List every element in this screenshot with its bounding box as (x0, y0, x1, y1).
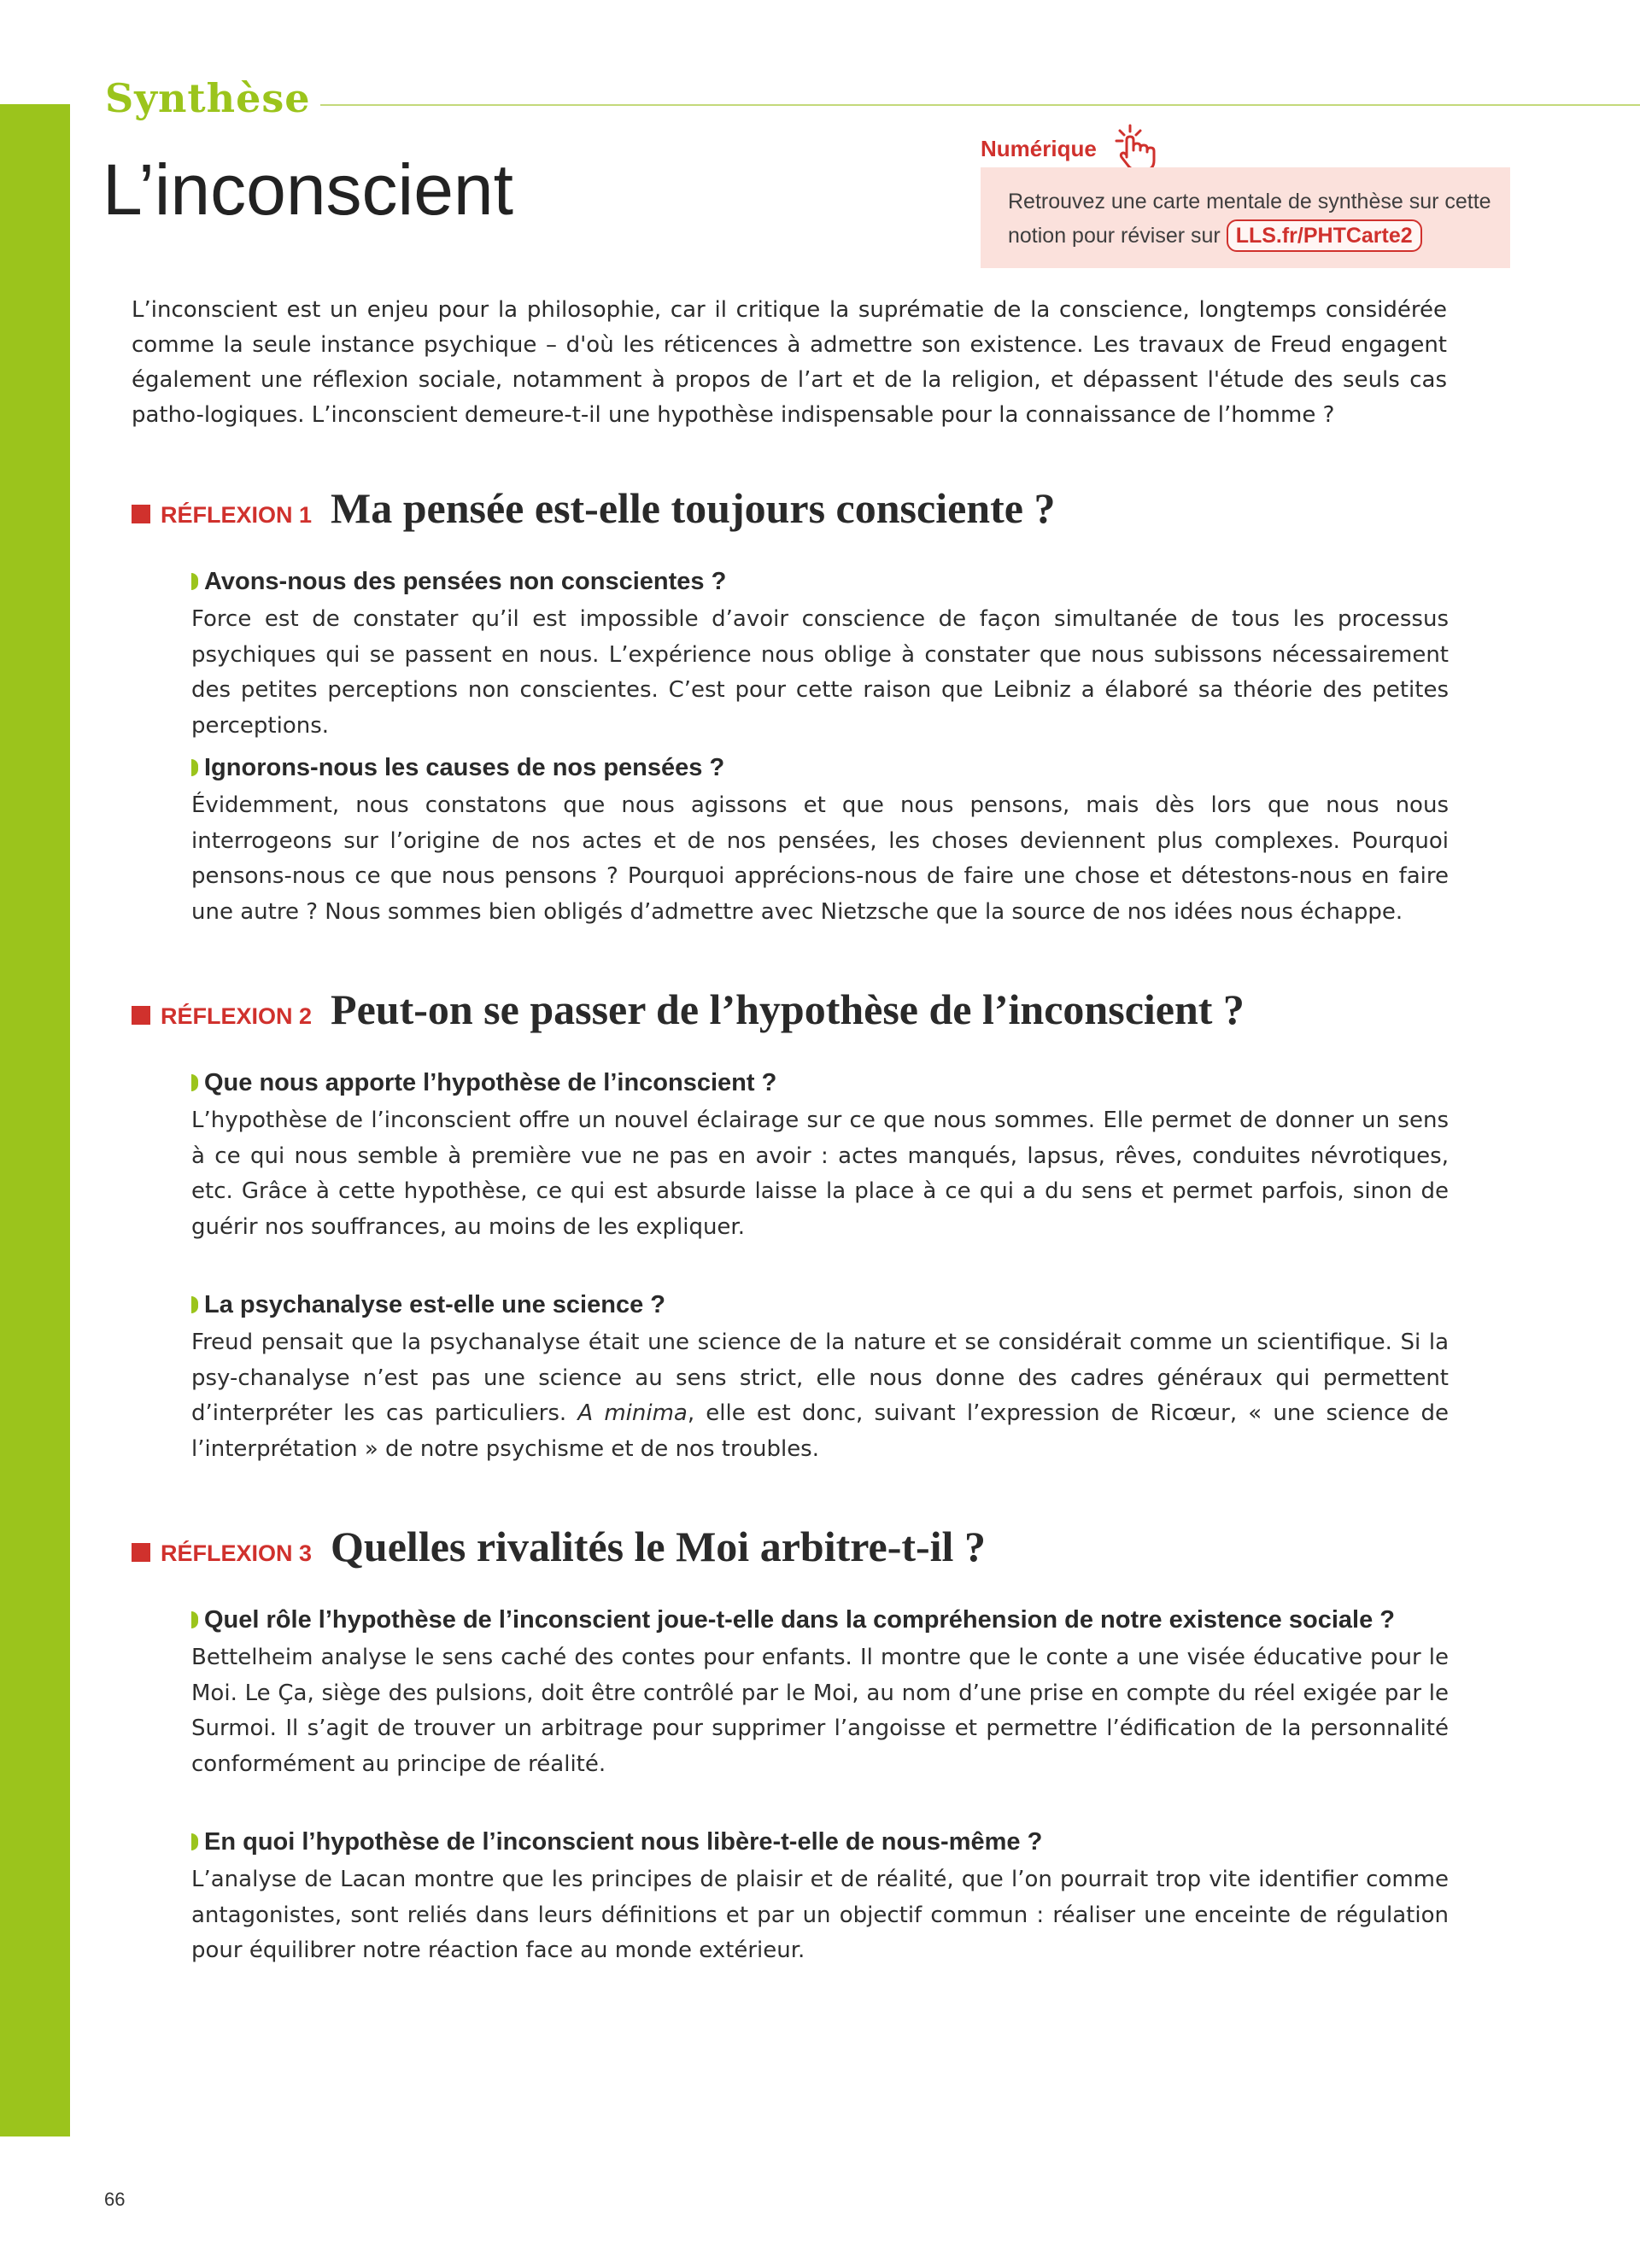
intro-paragraph: L’inconscient est un enjeu pour la philosophie, car il critique la suprématie de la conscience, longtemps considérée comme la seule instance psychique – d'où les réticences à admettre son existence. Les travaux de Freud engagent également une réflexion sociale, notamment à propos de l’art et de la religion, et dépassent l'étude des seuls cas patho-logiques. L’inconscient demeure-t-il une hypothèse indispensable pour la connaissance de l’homme ? (132, 297, 1447, 428)
section-label: Synthèse (105, 75, 311, 121)
sub-paragraph: Évidemment, nous constatons que nous agissons et que nous pensons, mais dès lors que nous nous interrogeons sur l’origine de nos actes et de nos pensées, les choses deviennent plus complexes. Pourquoi pensons-nous ce que nous pensons ? Pourquoi apprécions-nous de faire une chose et détestons-nous en faire une autre ? Nous sommes bien obligés d’admettre avec Nietzsche que la source de nos idées nous échappe. (191, 792, 1449, 925)
sub-question (191, 1603, 1449, 1637)
sub-question (191, 1288, 1449, 1322)
side-accent-bar (0, 104, 70, 2136)
numerique-link[interactable]: LLS.fr/PHTCarte2 (1227, 219, 1422, 252)
red-square-icon (132, 1543, 150, 1562)
reflexion-label: RÉFLEXION 3 (161, 1540, 313, 1566)
sub-paragraph: Freud pensait que la psychanalyse était une science de la nature et se considérait comme un scientifique. Si la psy-chanalyse n’est pas une science au sens strict, elle nous donne des cadres généraux qui permettent d’interpréter les cas particuliers. A minima, elle est donc, suivant l’expression de Ricœur, « une science de l’interprétation » de notre psychisme et de nos troubles. (191, 1330, 1449, 1462)
reflexion-title: Quelles rivalités le Moi arbitre-t-il ? (331, 1523, 986, 1570)
reflexion-3-heading (132, 1522, 986, 1571)
chevron-right-icon (191, 1074, 198, 1091)
numerique-label: Numérique (981, 136, 1097, 161)
reflexion-label: RÉFLEXION 2 (161, 1003, 313, 1029)
sub-question (191, 751, 1449, 785)
hand-pointer-icon (1107, 123, 1163, 172)
reflexion-2-sub-2 (191, 1288, 1449, 1467)
red-square-icon (132, 505, 150, 523)
header-divider (320, 104, 1640, 106)
sub-question (191, 1066, 1449, 1100)
chevron-right-icon (191, 1611, 198, 1628)
sub-question-text: En quoi l’hypothèse de l’inconscient nous libère-t-elle de nous-même ? (204, 1828, 1043, 1856)
reflexion-title: Ma pensée est-elle toujours consciente ? (331, 484, 1056, 532)
sub-question-text: Avons-nous des pensées non conscientes ? (204, 568, 727, 595)
reflexion-1-sub-2 (191, 751, 1449, 930)
sub-question-text: Quel rôle l’hypothèse de l’inconscient joue-t-elle dans la compréhension de notre existence sociale ? (204, 1606, 1395, 1634)
sub-paragraph: L’analyse de Lacan montre que les principes de plaisir et de réalité, que l’on pourrait trop vite identifier comme antagonistes, sont reliés dans leurs définitions et par un objectif commun : réaliser une enceinte de régulation pour équilibrer notre réaction face au monde extérieur. (191, 1867, 1449, 1963)
sub-question (191, 1825, 1449, 1859)
italic-phrase: A minima (577, 1400, 688, 1426)
reflexion-2-sub-1 (191, 1066, 1449, 1245)
reflexion-3-sub-1 (191, 1603, 1449, 1782)
page-title: L’inconscient (102, 149, 513, 230)
reflexion-3-sub-2 (191, 1825, 1449, 1969)
page-number: 66 (104, 2189, 126, 2210)
numerique-text: Retrouvez une carte mentale de synthèse sur cette notion pour réviser sur (1008, 190, 1491, 248)
reflexion-label: RÉFLEXION 1 (161, 502, 313, 528)
chevron-right-icon (191, 573, 198, 590)
sub-question-text: La psychanalyse est-elle une science ? (204, 1291, 665, 1318)
chevron-right-icon (191, 1833, 198, 1850)
sub-paragraph: Force est de constater qu’il est impossible d’avoir conscience de façon simultanée de tous les processus psychiques qui se passent en nous. L’expérience nous oblige à constater que nous subissons nécessairement des petites perceptions non conscientes. C’est pour cette raison que Leibniz a élaboré sa théorie des petites perceptions. (191, 606, 1449, 739)
reflexion-1-sub-1 (191, 564, 1449, 744)
sub-paragraph: L’hypothèse de l’inconscient offre un nouvel éclairage sur ce que nous sommes. Elle permet de donner un sens à ce qui nous semble à première vue ne pas en avoir : actes manqués, lapsus, rêves, conduites névrotiques, etc. Grâce à cette hypothèse, ce qui est absurde laisse la place à ce qui a du sens et permet parfois, sinon de guérir nos souffrances, au moins de les expliquer. (191, 1108, 1449, 1240)
numerique-box (981, 167, 1510, 268)
red-square-icon (132, 1006, 150, 1025)
reflexion-1-heading (132, 483, 1055, 533)
chevron-right-icon (191, 1296, 198, 1313)
sub-question-text: Ignorons-nous les causes de nos pensées ? (204, 754, 725, 781)
reflexion-2-heading (132, 985, 1245, 1034)
sub-paragraph: Bettelheim analyse le sens caché des contes pour enfants. Il montre que le conte a une visée éducative pour le Moi. Le Ça, siège des pulsions, doit être contrôlé par le Moi, au nom d’une prise en compte du réel exigée par le Surmoi. Il s’agit de trouver un arbitrage pour supprimer l’angoisse et permettre l’édification de la personnalité conformément au principe de réalité. (191, 1645, 1449, 1777)
sub-question-text: Que nous apporte l’hypothèse de l’inconscient ? (204, 1069, 777, 1096)
sub-question (191, 564, 1449, 599)
reflexion-title: Peut-on se passer de l’hypothèse de l’inconscient ? (331, 985, 1245, 1033)
chevron-right-icon (191, 759, 198, 776)
